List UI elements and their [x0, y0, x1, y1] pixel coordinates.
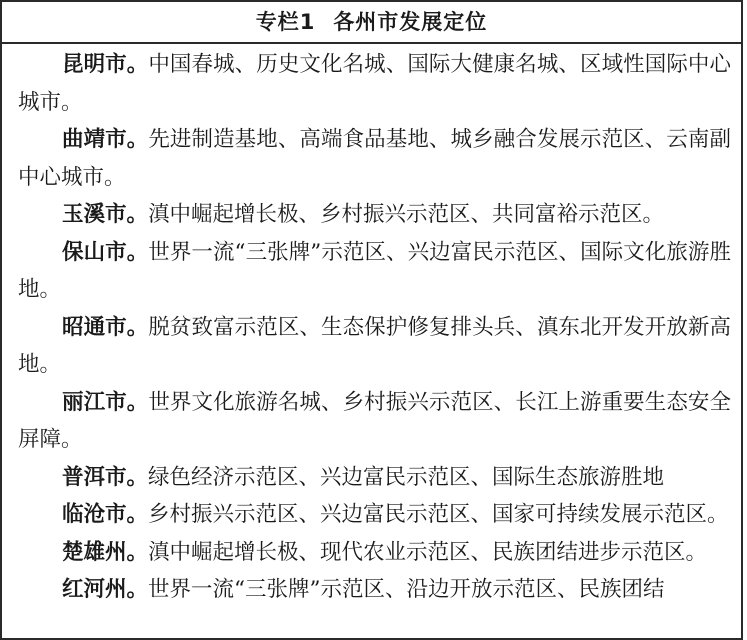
city-name: 玉溪市。 [62, 202, 149, 227]
entry-zhaotong [18, 309, 731, 384]
city-name: 红河州。 [62, 577, 149, 602]
box-header [2, 2, 741, 44]
city-name: 临沧市。 [62, 502, 149, 527]
city-positioning: 世界一流“三张牌”示范区、兴边富民示范区、国际文化旅游胜地。 [18, 239, 731, 302]
city-positioning: 乡村振兴示范区、兴边富民示范区、国家可持续发展示范区。 [148, 502, 729, 527]
city-positioning: 滇中崛起增长极、乡村振兴示范区、共同富裕示范区。 [148, 202, 665, 227]
city-positioning: 绿色经济示范区、兴边富民示范区、国际生态旅游胜地 [148, 464, 665, 490]
entry-lincang [18, 496, 731, 534]
city-name: 曲靖市。 [62, 127, 149, 152]
city-name: 昆明市。 [62, 52, 149, 77]
city-name: 保山市。 [62, 239, 149, 265]
entry-yuxi [18, 196, 731, 234]
city-positioning: 脱贫致富示范区、生态保护修复排头兵、滇东北开发开放新高地。 [18, 314, 731, 377]
city-positioning: 中国春城、历史文化名城、国际大健康名城、区域性国际中心城市。 [18, 52, 731, 115]
entry-chuxiong [18, 534, 731, 572]
city-positioning: 先进制造基地、高端食品基地、城乡融合发展示范区、云南副中心城市。 [18, 127, 731, 190]
box-number: 1 [299, 10, 316, 34]
entry-qujing [18, 121, 731, 196]
entry-lijiang [18, 384, 731, 459]
entry-kunming [18, 46, 731, 121]
entry-puer [18, 459, 731, 497]
city-positioning: 世界一流“三张牌”示范区、沿边开放示范区、民族团结 [148, 577, 665, 602]
city-positioning: 滇中崛起增长极、现代农业示范区、民族团结进步示范区。 [148, 539, 708, 565]
city-name: 丽江市。 [62, 389, 149, 415]
entry-baoshan [18, 234, 731, 309]
box-title: 各州市发展定位 [333, 10, 488, 34]
city-name: 普洱市。 [62, 464, 149, 490]
entry-honghe [18, 571, 731, 609]
box-label: 专栏 [255, 10, 300, 34]
city-name: 楚雄州。 [62, 539, 149, 565]
entry-list [2, 46, 741, 609]
city-positioning: 世界文化旅游名城、乡村振兴示范区、长江上游重要生态安全屏障。 [18, 389, 731, 452]
city-name: 昭通市。 [62, 314, 149, 340]
